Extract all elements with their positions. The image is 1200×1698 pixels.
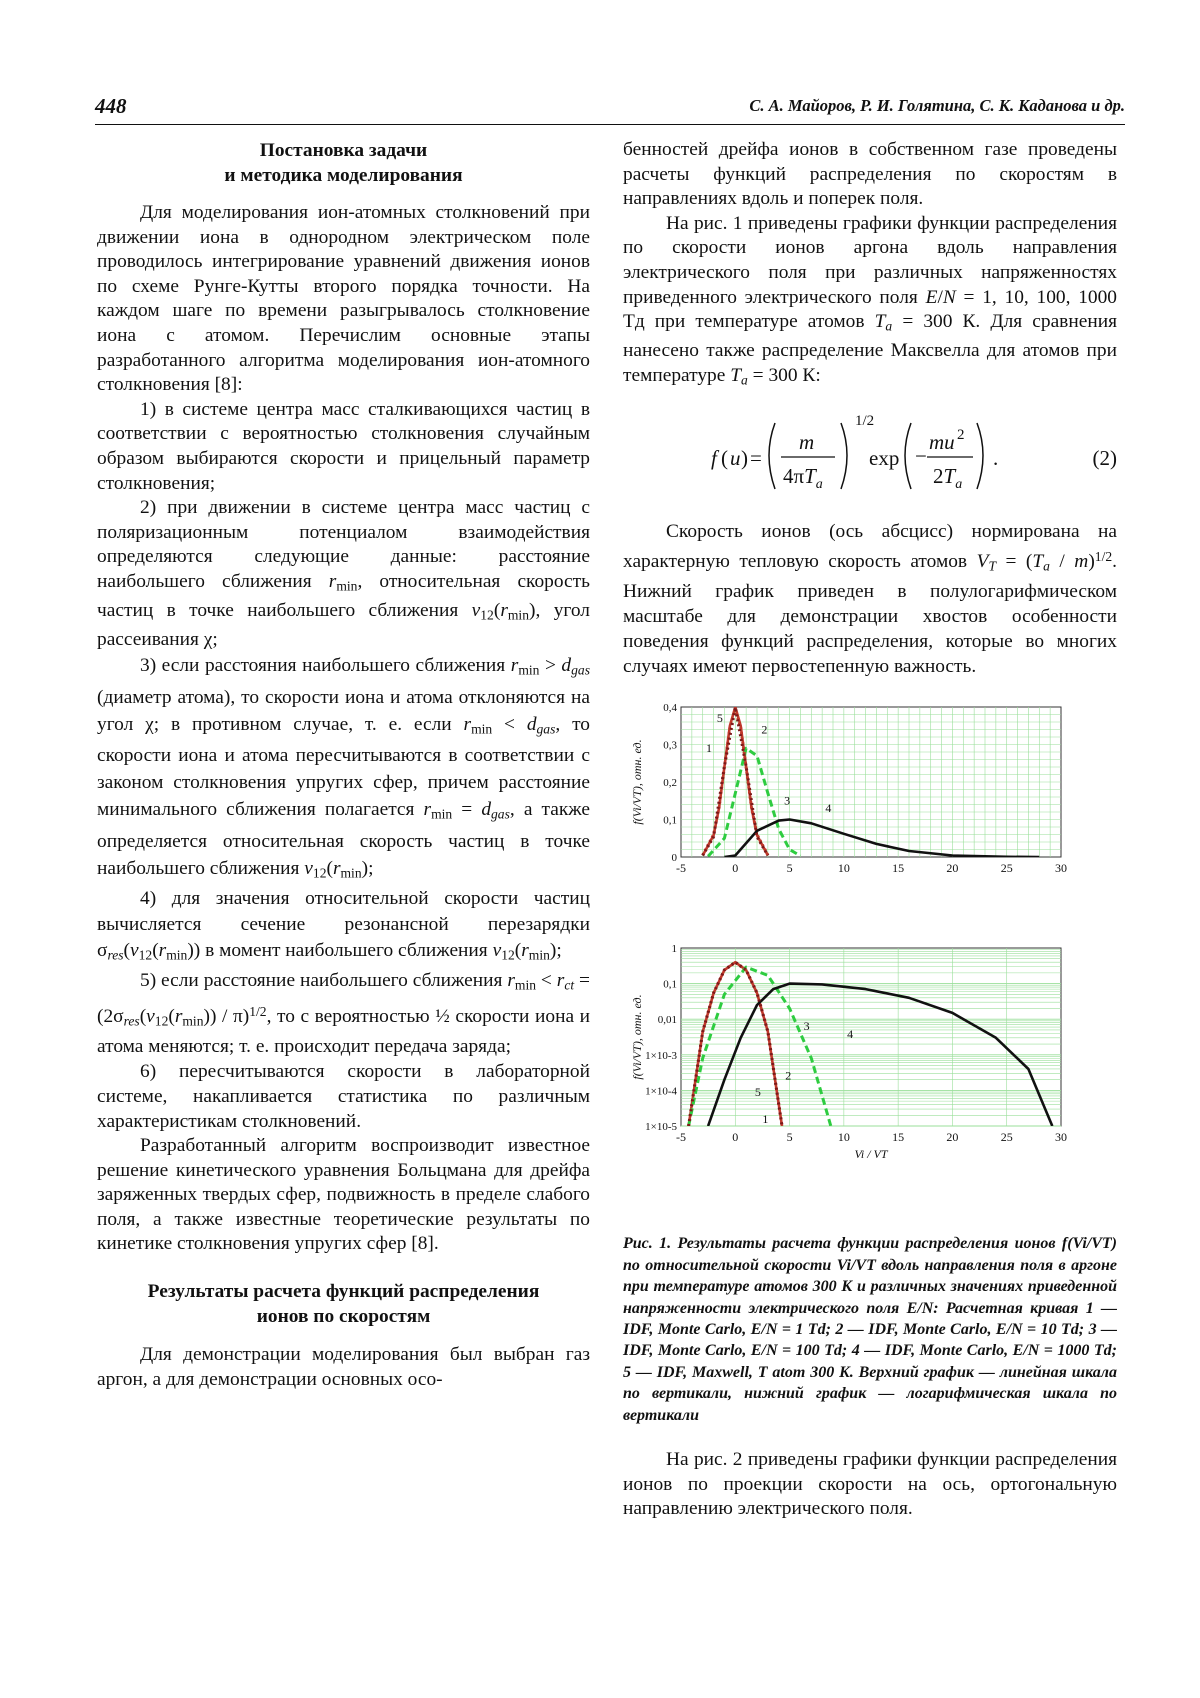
svg-text:.: . — [993, 445, 999, 470]
figure-1 — [623, 693, 1117, 1233]
x-axis-label: Vi / VT — [854, 1147, 888, 1162]
y-tick-label: 0,2 — [663, 777, 677, 790]
curve-label-1: 1 — [762, 1112, 769, 1127]
curve-label-3: 3 — [784, 793, 791, 808]
x-tick-label: -5 — [676, 1130, 686, 1145]
x-tick-label: 0 — [732, 1130, 739, 1145]
algorithm-paragraph: Разработанный алгоритм воспроизводит известное решение кинетического уравнения Больцмана для дрейфа заряженных твердых сфер, подвижность в пределе слабого поля, а также известные теоретические результаты по кинетике столкновения упругих сфер [8]. — [97, 1135, 590, 1255]
curve-label-5: 5 — [716, 711, 723, 726]
svg-text:m: m — [799, 429, 815, 454]
x-tick-label: -5 — [676, 861, 686, 876]
x-tick-label: 30 — [1055, 1130, 1067, 1145]
section-heading-1: Постановка задачи и методика моделирования — [224, 140, 463, 186]
intro-paragraph: Для моделирования ион-атомных столкновений при движении иона в однородном электрическом поле проводилось интегрирование уравнений движения ионов по схеме Рунге-Кутты второго порядка точности. На каждом шаге по времени разыгрывалось столкновение иона с атомом. Перечислим основные этапы разработанного алгоритма моделирования ион-атомного столкновения [8]: — [97, 202, 590, 396]
x-tick-label: 15 — [892, 861, 905, 876]
step-3: 3) если расстояния наибольшего сближения $r_{min} > d_{gas}$ (диаметр атома), то скорости иона и атома отклоняются на угол χ; в противном случае, т. е. если $r_{min} < d_{gas}$, то скорости иона и атома пересчитываются в соответствии с законом столкновения упругих сфер, причем расстояние минимального сближения полагается $r_{min} = d_{gas}$, а также определяется относительная скорость частиц в точке наибольшего сближения $v_{12}(r_{min})$; — [97, 655, 590, 881]
right-column — [623, 138, 1117, 1522]
x-tick-label: 15 — [892, 1130, 905, 1145]
svg-text:mu: mu — [929, 429, 955, 454]
y-tick-label: 0,4 — [663, 702, 677, 715]
y-axis-label: f(Vi/VT), отн. ед. — [630, 994, 644, 1081]
fig1-intro-paragraph: На рис. 1 приведены графики функции распределения по скорости ионов аргона вдоль направления электрического поля при различных напряженностях приведенного электрического поля E/N = 1, 10, 100, 1000 Тд при температуре атомов $T_a = 300$ К. Для сравнения нанесено также распределение Максвелла для атомов при температуре $T_a = 300$ К: — [623, 212, 1117, 388]
step-4: 4) для значения относительной скорости частиц вычисляется сечение резонансной перезарядки $\sigma_{res}(v_{12}(r_{min}))$ в момент наибольшего сближения $v_{12}(r_{min})$; — [97, 888, 590, 963]
y-tick-label: 0 — [671, 852, 677, 865]
step-6: 6) пересчитываются скорости в лабораторной системе, накапливается статистика по различным характеристикам столкновений. — [97, 1061, 590, 1132]
normalization-paragraph: Скорость ионов (ось абсцисс) нормирована на характерную тепловую скорость атомов $V_T = (T_a / m)^{1/2}$. Нижний график приведен в полулогарифмическом масштабе для демонстрации хвостов особенности поведения функций распределения, которые во многих случаях имеют первостепенную важность. — [623, 520, 1117, 678]
y-tick-label: 1×10-4 — [645, 1085, 677, 1098]
y-tick-label: 1×10-3 — [645, 1050, 677, 1063]
x-tick-label: 25 — [1000, 861, 1013, 876]
svg-text:2: 2 — [957, 426, 965, 443]
x-tick-label: 0 — [732, 861, 739, 876]
step-2: 2) при движении в системе центра масс частиц с поляризационным потенциалом взаимодействия определяются следующие данные: расстояние наибольшего сближения $r_{min}$, относительная скорость частиц в точке наибольшего сближения $v_{12}(r_{min})$, угол рассеивания χ; — [97, 497, 590, 650]
x-tick-label: 20 — [946, 1130, 959, 1145]
curve-label-2: 2 — [785, 1069, 792, 1084]
equation-number: (2) — [1092, 445, 1117, 470]
curve-label-5: 5 — [754, 1085, 761, 1100]
svg-text:f: f — [711, 445, 717, 470]
x-tick-label: 10 — [837, 861, 850, 876]
demo-paragraph: Для демонстрации моделирования был выбран газ аргон, а для демонстрации основных осо- — [97, 1344, 590, 1390]
x-tick-label: 20 — [946, 861, 959, 876]
curve-label-4: 4 — [847, 1027, 854, 1042]
x-tick-label: 25 — [1000, 1130, 1013, 1145]
curve-label-4: 4 — [825, 801, 832, 816]
y-tick-label: 0,1 — [663, 979, 677, 992]
svg-text:u: u — [730, 445, 741, 470]
svg-text:(: ( — [721, 445, 728, 470]
y-tick-label: 1×10-5 — [645, 1121, 677, 1134]
y-tick-label: 0,01 — [657, 1014, 677, 1027]
svg-text:exp: exp — [869, 445, 900, 470]
x-tick-label: 30 — [1055, 861, 1067, 876]
x-tick-label: 5 — [786, 1130, 793, 1145]
running-head: С. А. Майоров, Р. И. Голятина, С. К. Каданова и др. — [749, 96, 1125, 115]
step-5: 5) если расстояние наибольшего сближения $r_{min} < r_{ct} = (2\sigma_{res}(v_{12}(r_{min})) / \pi)^{1/2}$, то с вероятностью ½ скорости иона и атома меняются; т. е. происходит передача заряда; — [97, 970, 591, 1058]
y-axis-label: f(Vi/VT), отн. ед. — [630, 739, 644, 826]
left-column — [97, 138, 590, 1392]
continued-paragraph: бенностей дрейфа ионов в собственном газе проведены расчеты функций распределения по скоростям в направлениях вдоль и поперек поля. — [623, 139, 1117, 210]
curve-label-2: 2 — [761, 722, 768, 737]
fig2-paragraph: На рис. 2 приведены графики функции распределения ионов по проекции скорости на ось, ортогональную направлению электрического поля. — [623, 1449, 1117, 1520]
curve-label-3: 3 — [803, 1019, 810, 1034]
page-number: 448 — [95, 94, 127, 118]
y-tick-label: 0,1 — [663, 814, 677, 827]
svg-text:): ) — [741, 445, 748, 470]
section-heading-2: Результаты расчета функций распределения ионов по скоростям — [147, 1281, 540, 1328]
curve-label-1: 1 — [705, 741, 712, 756]
plot-area — [681, 948, 1061, 1126]
x-tick-label: 5 — [786, 861, 793, 876]
chart-1 — [630, 702, 1067, 875]
figure-1-charts — [623, 693, 1117, 1233]
svg-text:1/2: 1/2 — [855, 412, 875, 429]
chart-2 — [630, 943, 1067, 1161]
svg-text:=: = — [750, 445, 762, 470]
formula-graphic — [623, 403, 1117, 507]
y-tick-label: 0,3 — [663, 739, 677, 752]
step-1: 1) в системе центра масс сталкивающихся частиц в соответствии с вероятностью столкновения случайным образом выбираются скорости и прицельный параметр столкновения; — [97, 398, 590, 494]
page-header — [95, 88, 1125, 125]
svg-text:2Ta: $2T_a$ — [933, 463, 963, 492]
svg-text:−: − — [915, 443, 927, 468]
figure-1-caption: Рис. 1. Результаты расчета функции распределения ионов f(Vi/VT) по относительной скорости Vi/VT вдоль направления поля в аргоне при температуре атомов 300 К и различных значениях приведенной напряженности электрического поля E/N: Расчетная кривая 1 — IDF, Monte Carlo, E/N = 1 Тd; 2 — IDF, Monte Carlo, E/N = 10 Тd; 3 — IDF, Monte Carlo, E/N = 100 Тd; 4 — IDF, Monte Carlo, E/N = 1000 Тd; 5 — IDF, Maxwell, T atom 300 K. Верхний график — линейная шкала по вертикали, нижний график — логарифмическая шкала по вертикали — [623, 1235, 1117, 1424]
maxwell-formula — [623, 403, 1117, 507]
y-tick-label: 1 — [671, 943, 677, 956]
svg-text:4πTa: $4\pi T_a$ — [783, 463, 823, 492]
x-tick-label: 10 — [837, 1130, 850, 1145]
